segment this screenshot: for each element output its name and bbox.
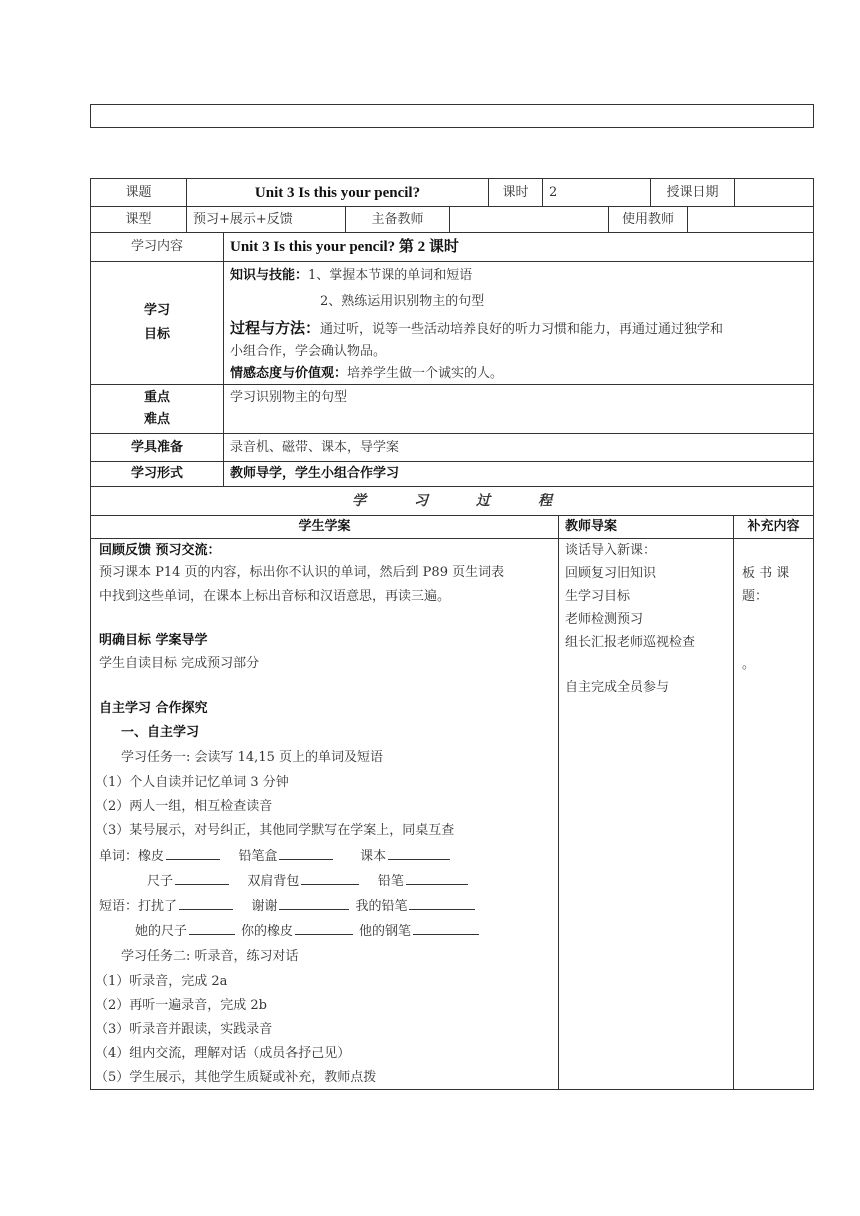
process-text-2: 小组合作，学会确认物品。 bbox=[230, 344, 387, 359]
t2-3: （3）听录音并跟读，实践录音 bbox=[95, 1022, 273, 1037]
word-pencil: 铅笔 bbox=[377, 874, 404, 889]
phrases-line-2 bbox=[135, 920, 485, 944]
goals-label bbox=[90, 261, 224, 385]
word-book: 课本 bbox=[360, 849, 387, 864]
keypoints-label-line2: 难点 bbox=[143, 412, 170, 427]
blank[interactable] bbox=[295, 920, 353, 935]
teacher-body bbox=[558, 538, 734, 1090]
col-teacher: 教师导案 bbox=[558, 515, 734, 539]
blank[interactable] bbox=[166, 845, 220, 860]
blank[interactable] bbox=[409, 895, 475, 910]
keypoints-label bbox=[90, 384, 224, 434]
phrase-your-eraser: 你的橡皮 bbox=[241, 924, 294, 939]
lead-teacher-label: 主备教师 bbox=[345, 206, 450, 233]
emotion-label: 情感态度与价值观： bbox=[230, 366, 348, 381]
top-blank-box bbox=[90, 104, 814, 128]
tools-label: 学具准备 bbox=[90, 433, 224, 462]
t1-2: （2）两人一组，相互检查读音 bbox=[95, 799, 273, 814]
s1-text2: 中找到这些单词，在课本上标出音标和汉语意思，再读三遍。 bbox=[99, 589, 451, 604]
teacher-line-3: 生学习目标 bbox=[565, 589, 631, 604]
blank[interactable] bbox=[175, 870, 229, 885]
blank[interactable] bbox=[279, 845, 333, 860]
goals-label-line2: 目标 bbox=[143, 327, 170, 342]
student-body bbox=[90, 538, 559, 1090]
keypoints-value: 学习识别物主的句型 bbox=[223, 384, 814, 434]
s1-text1: 预习课本 P14 页的内容，标出你不认识的单词，然后到 P89 页生词表 bbox=[99, 565, 505, 580]
teacher-line-5: 组长汇报老师巡视检查 bbox=[565, 635, 696, 650]
phrases-line-1 bbox=[99, 895, 481, 919]
task2: 学习任务二: 听录音，练习对话 bbox=[121, 949, 299, 964]
teacher-line-4: 老师检测预习 bbox=[565, 612, 644, 627]
phrase-her-ruler: 她的尺子 bbox=[135, 924, 188, 939]
process-text: 通过听，说等一些活动培养良好的听力习惯和能力，再通过通过独学和 bbox=[320, 322, 724, 337]
word-pencil-box: 铅笔盒 bbox=[238, 849, 278, 864]
phrases-label: 短语： bbox=[99, 899, 139, 914]
t2-1: （1）听录音，完成 2a bbox=[95, 974, 228, 989]
user-teacher-value bbox=[687, 206, 814, 233]
knowledge-2: 2、熟练运用识别物主的句型 bbox=[320, 294, 485, 309]
goals-content bbox=[223, 261, 814, 385]
s2-text: 学生自读目标 完成预习部分 bbox=[99, 656, 260, 671]
task1: 学习任务一: 会读写 14,15 页上的单词及短语 bbox=[121, 750, 383, 765]
goals-label-line1: 学习 bbox=[143, 303, 170, 318]
t2-2: （2）再听一遍录音，完成 2b bbox=[95, 998, 267, 1013]
blank[interactable] bbox=[189, 920, 235, 935]
tools-value: 录音机、磁带、课本，导学案 bbox=[223, 433, 814, 462]
period-label: 课时 bbox=[488, 178, 543, 207]
form-label: 学习形式 bbox=[90, 461, 224, 487]
extra-line-1: 板 书 课 bbox=[742, 566, 790, 581]
s2-title: 明确目标 学案导学 bbox=[99, 633, 208, 648]
knowledge-1: 1、掌握本节课的单词和短语 bbox=[308, 268, 473, 283]
extra-body bbox=[733, 538, 814, 1090]
blank[interactable] bbox=[413, 920, 479, 935]
blank[interactable] bbox=[388, 845, 450, 860]
content-value: Unit 3 Is this your pencil? 第 2 课时 bbox=[223, 232, 814, 262]
blank[interactable] bbox=[279, 895, 349, 910]
blank[interactable] bbox=[406, 870, 468, 885]
blank[interactable] bbox=[301, 870, 359, 885]
content-label: 学习内容 bbox=[90, 232, 224, 262]
topic-label: 课题 bbox=[90, 178, 187, 207]
user-teacher-label: 使用教师 bbox=[608, 206, 688, 233]
s3-sub: 一、自主学习 bbox=[121, 725, 200, 740]
t1-1: （1）个人自读并记忆单词 3 分钟 bbox=[95, 775, 289, 790]
teacher-line-6: 自主完成全员参与 bbox=[565, 680, 670, 695]
phrase-his-pen: 他的钢笔 bbox=[359, 924, 412, 939]
word-eraser: 橡皮 bbox=[138, 849, 165, 864]
keypoints-label-line1: 重点 bbox=[143, 390, 170, 405]
blank[interactable] bbox=[179, 895, 233, 910]
s3-title: 自主学习 合作探究 bbox=[99, 701, 208, 716]
process-label: 过程与方法： bbox=[230, 319, 321, 337]
extra-line-2: 题： bbox=[742, 589, 769, 604]
teacher-line-1: 谈话导入新课： bbox=[565, 543, 657, 558]
words-label: 单词： bbox=[99, 849, 139, 864]
date-value bbox=[734, 178, 814, 207]
extra-line-3: 。 bbox=[742, 657, 756, 672]
col-student: 学生学案 bbox=[90, 515, 559, 539]
t2-4: （4）组内交流，理解对话（成员各抒己见） bbox=[95, 1046, 351, 1061]
t1-3: （3）某号展示，对号纠正，其他同学默写在学案上，同桌互查 bbox=[95, 823, 455, 838]
knowledge-label: 知识与技能： bbox=[230, 268, 309, 283]
t2-5: （5）学生展示，其他学生质疑或补充，教师点拨 bbox=[95, 1070, 377, 1085]
form-value: 教师导学，学生小组合作学习 bbox=[223, 461, 814, 487]
topic-title: Unit 3 Is this your pencil? bbox=[186, 178, 489, 207]
type-value: 预习+展示+反馈 bbox=[186, 206, 346, 233]
teacher-line-2: 回顾复习旧知识 bbox=[565, 566, 657, 581]
phrase-thanks: 谢谢 bbox=[251, 899, 278, 914]
phrase-excuse-me: 打扰了 bbox=[138, 899, 178, 914]
word-backpack: 双肩背包 bbox=[247, 874, 300, 889]
period-value: 2 bbox=[542, 178, 651, 207]
col-extra: 补充内容 bbox=[733, 515, 814, 539]
process-header: 学习过程 bbox=[90, 486, 814, 516]
type-label: 课型 bbox=[90, 206, 187, 233]
date-label: 授课日期 bbox=[650, 178, 735, 207]
word-ruler: 尺子 bbox=[147, 874, 174, 889]
words-line-1 bbox=[99, 845, 456, 869]
words-line-2 bbox=[147, 870, 474, 894]
lead-teacher-value bbox=[449, 206, 609, 233]
s1-title: 回顾反馈 预习交流： bbox=[99, 543, 221, 558]
emotion-text: 培养学生做一个诚实的人。 bbox=[347, 366, 504, 381]
phrase-my-pencil: 我的铅笔 bbox=[355, 899, 408, 914]
